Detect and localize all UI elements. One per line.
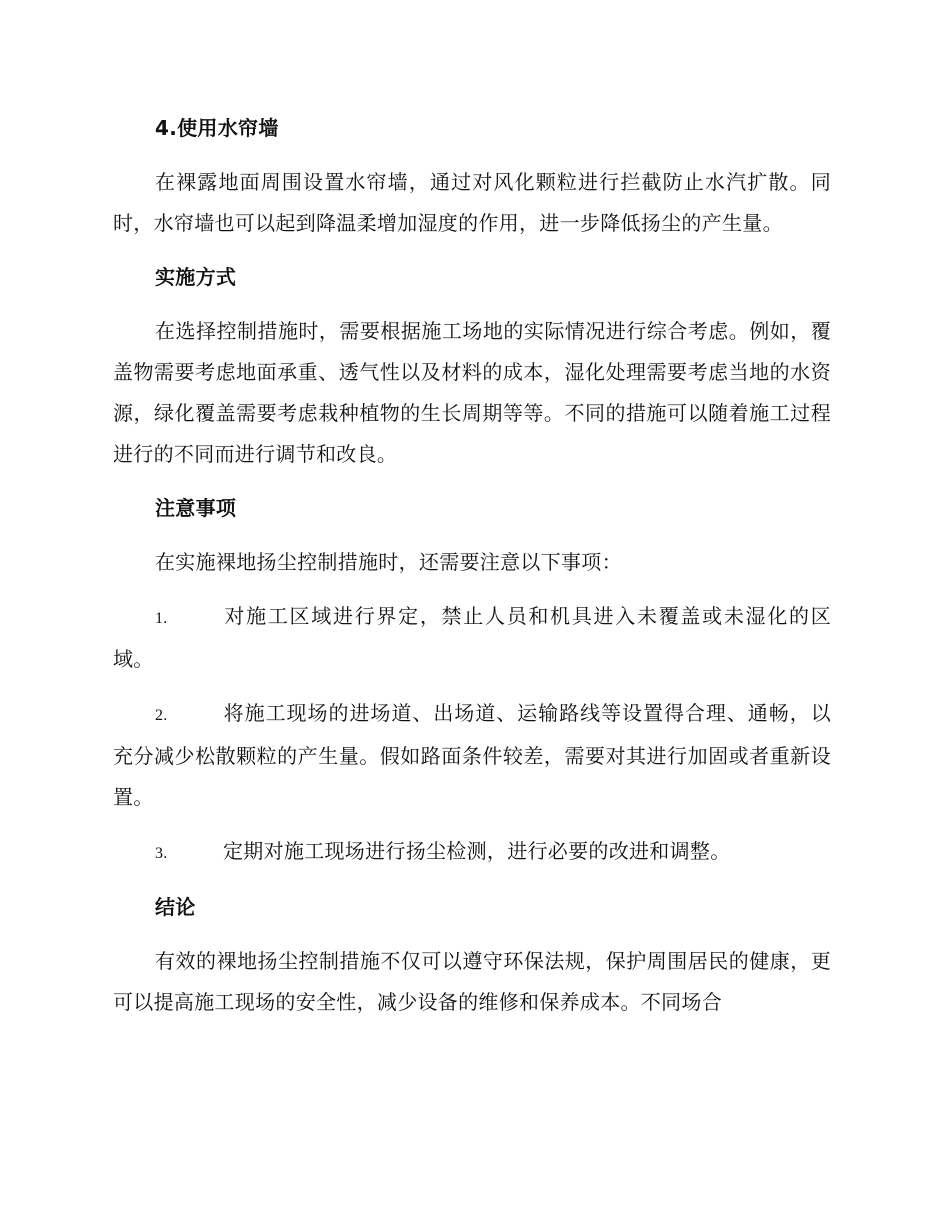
list-text: 对施工区域进行界定，禁止人员和机具进入未覆盖或未湿化的区域。: [113, 604, 831, 671]
paragraph-implementation: 在选择控制措施时，需要根据施工场地的实际情况进行综合考虑。例如，覆盖物需要考虑地面承重、透气性以及材料的成本，湿化处理需要考虑当地的水资源，绿化覆盖需要考虑栽种植物的生长周期等等。不同的措施可以随着施工过程进行的不同而进行调节和改良。: [113, 319, 831, 466]
paragraph-notes-intro: 在实施裸地扬尘控制措施时，还需要注意以下事项：: [155, 550, 622, 574]
document-page: [113, 108, 831, 1023]
paragraph-water-curtain: 在裸露地面周围设置水帘墙，通过对风化颗粒进行拦截防止水汽扩散。同时，水帘墙也可以起到降温柔增加湿度的作用，进一步降低扬尘的产生量。: [113, 170, 831, 235]
list-number: 2.: [155, 707, 168, 724]
paragraph-conclusion: 有效的裸地扬尘控制措施不仅可以遵守环保法规，保护周围居民的健康，更可以提高施工现场的安全性，减少设备的维修和保养成本。不同场合: [113, 949, 831, 1014]
list-text: 将施工现场的进场道、出场道、运输路线等设置得合理、通畅，以充分减少松散颗粒的产生量。假如路面条件较差，需要对其进行加固或者重新设置。: [113, 701, 831, 809]
heading-implementation: 实施方式: [155, 265, 237, 289]
list-text: 定期对施工现场进行扬尘检测，进行必要的改进和调整。: [223, 839, 731, 863]
heading-conclusion: 结论: [155, 895, 196, 919]
heading-notes: 注意事项: [155, 496, 237, 520]
list-item: [113, 596, 831, 680]
heading-water-curtain: 4.使用水帘墙: [155, 116, 279, 140]
list-number: 1.: [155, 610, 168, 627]
list-item: [113, 693, 831, 818]
list-item: [113, 831, 831, 874]
list-number: 3.: [155, 845, 168, 862]
